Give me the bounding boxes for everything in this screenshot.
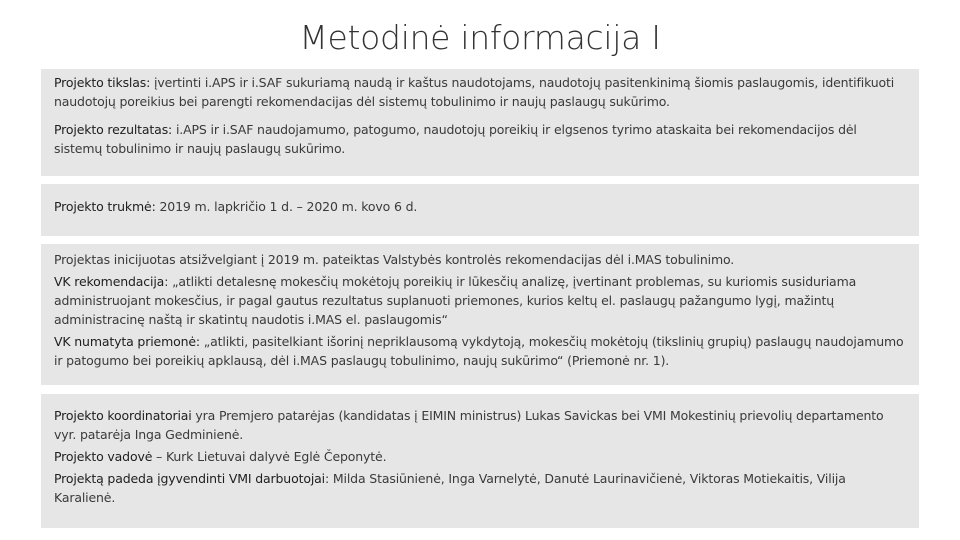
vk-measure-text: „atlikti, pasitelkiant išorinį nepriklausomą vykdytoją, mokesčių mokėtojų (tikslinių grupių) paslaugų naudojamumo ir patogumo bei poreikių apklausą, dėl i.MAS paslaugų tobulinimo, naujų sukūrimo“ (Priemonė nr. 1). bbox=[54, 334, 904, 368]
initiation-paragraph: Projektas inicijuotas atsižvelgiant į 2019 m. pateiktas Valstybės kontrolės rekomendacijas dėl i.MAS tobulinimo. bbox=[54, 252, 735, 267]
vk-recommendation-paragraph bbox=[54, 272, 907, 329]
vk-recommendation-label: VK rekomendacija bbox=[54, 274, 165, 289]
project-goal-paragraph bbox=[54, 73, 907, 111]
slide-title: Metodinė informacija I bbox=[299, 18, 661, 57]
project-duration-label: Projekto trukmė: bbox=[54, 199, 156, 214]
project-lead-text: – Kurk Lietuvai dalyvė Eglė Čeponytė. bbox=[152, 449, 387, 464]
staff-text: : Milda Stasiūnienė, Inga Varnelytė, Danutė Laurinavičienė, Viktoras Motiekaitis, Vilija Karalienė. bbox=[54, 471, 846, 505]
audit-recommendation-box bbox=[41, 244, 919, 385]
vk-measure-label: VK numatyta priemonė: bbox=[54, 334, 200, 349]
project-goal-result-box bbox=[41, 69, 919, 176]
staff-paragraph bbox=[54, 469, 907, 507]
project-duration-box bbox=[41, 184, 919, 236]
project-goal-text: įvertinti i.APS ir i.SAF sukuriamą naudą ir kaštus naudotojams, naudotojų pasitenkinimą šiomis paslaugomis, identifikuoti naudotojų poreikius bei parengti rekomendacijas dėl sistemų tobulinimo ir naujų paslaugų sukūrimo. bbox=[54, 75, 895, 109]
project-lead-paragraph bbox=[54, 447, 907, 466]
coordinators-text: yra Premjero patarėjas (kandidatas į EIMIN ministrus) Lukas Savickas bei VMI Mokestinių prievolių departamento vyr. patarėja Inga Gedminienė. bbox=[54, 408, 884, 442]
project-duration-paragraph bbox=[54, 197, 907, 216]
project-duration-text: 2019 m. lapkričio 1 d. – 2020 m. kovo 6 d. bbox=[155, 199, 418, 214]
project-goal-label: Projekto tikslas: bbox=[54, 75, 151, 90]
coordinators-label: Projekto koordinatoriai bbox=[54, 408, 192, 423]
vk-recommendation-text: : „atlikti detalesnę mokesčių mokėtojų poreikių ir lūkesčių analizę, įvertinant problemas, su kuriomis susiduriama administruojant mokesčius, ir pagal gautus rezultatus suplanuoti priemones, kurios keltų el. paslaugų pažangumo lygį, mažintų administracinę naštą ir skatintų naudotis i.MAS el. paslaugomis“ bbox=[54, 274, 857, 327]
vk-measure-paragraph bbox=[54, 332, 907, 370]
project-result-label: Projekto rezultatas: bbox=[54, 122, 173, 137]
project-result-text: i.APS ir i.SAF naudojamumo, patogumo, naudotojų poreikių ir elgsenos tyrimo ataskaita bei rekomendacijos dėl sistemų tobulinimo ir naujų paslaugų sukūrimo. bbox=[54, 122, 857, 156]
project-team-box bbox=[41, 394, 919, 528]
staff-label: Projektą padeda įgyvendinti VMI darbuotojai bbox=[54, 471, 325, 486]
project-result-paragraph bbox=[54, 120, 907, 158]
coordinators-paragraph bbox=[54, 406, 907, 444]
project-lead-label: Projekto vadovė bbox=[54, 449, 153, 464]
